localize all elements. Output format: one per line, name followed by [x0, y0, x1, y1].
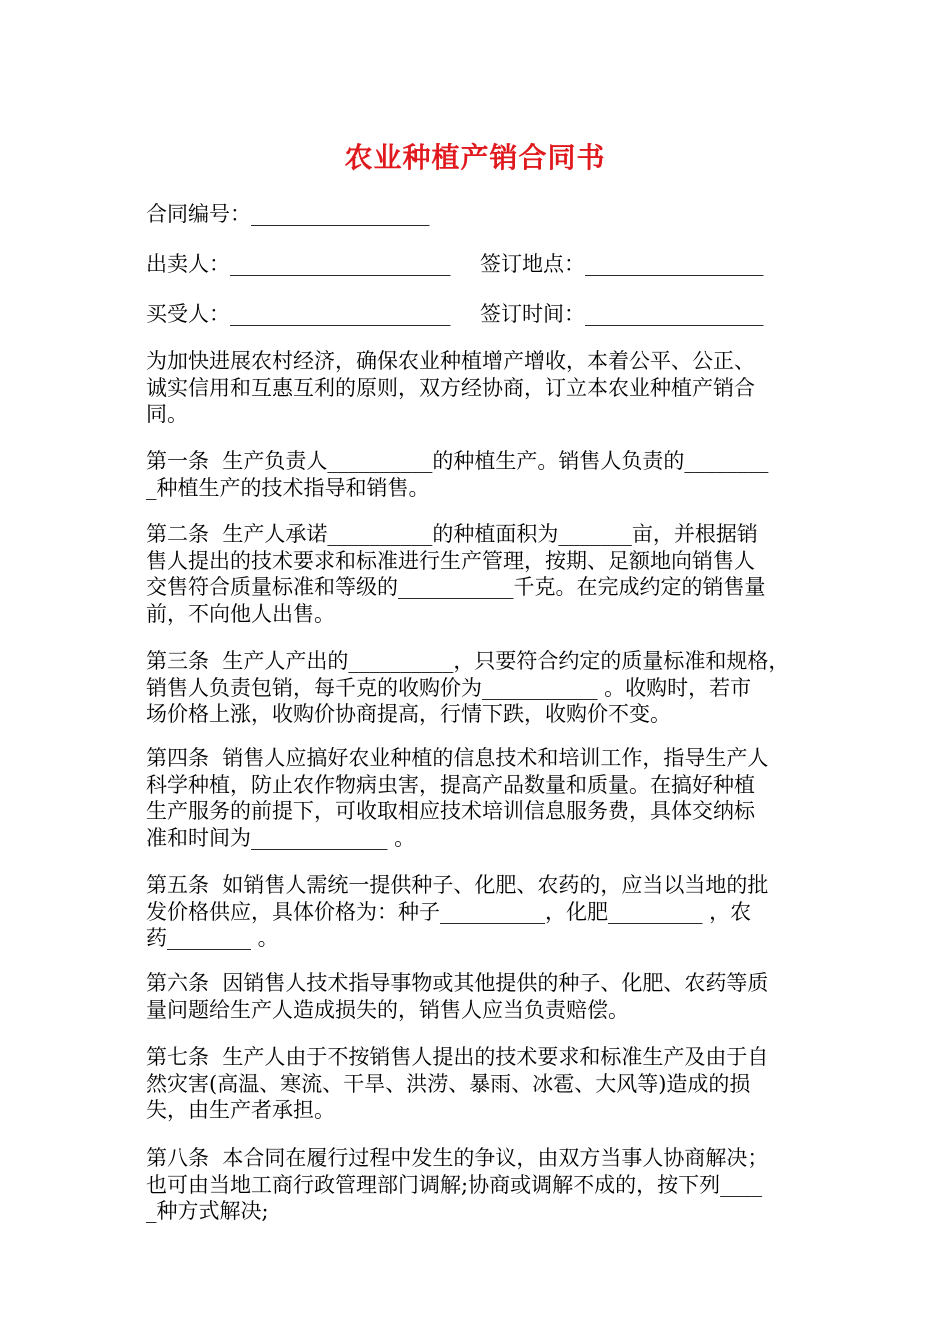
sign-place-line: 签订地点：_________________ [480, 252, 764, 276]
document-title: 农业种植产销合同书 [344, 141, 606, 174]
contract-number-line: 合同编号：_________________ [146, 202, 430, 226]
article-3: 第三条 生产人产出的__________，只要符合约定的质量标准和规格， 销售人负责包销，每千克的收购价为___________ 。收购时，若市 场价格上涨，收购价协商提高，行情下跌，收购价不变。 [146, 649, 790, 726]
article-2: 第二条 生产人承诺__________的种植面积为_______亩，并根据销 售人提出的技术要求和标准进行生产管理，按期、足额地向销售人 交售符合质量标准和等级的___________千克。在完成约定的销售量 前，不向他人出售。 [146, 522, 766, 626]
article-7: 第七条 生产人由于不按销售人提出的技术要求和标准生产及由于自 然灾害(高温、寒流、干旱、洪涝、暴雨、冰雹、大风等)造成的损 失，由生产者承担。 [146, 1045, 769, 1122]
article-6: 第六条 因销售人技术指导事物或其他提供的种子、化肥、农药等质 量问题给生产人造成损失的，销售人应当负责赔偿。 [146, 971, 769, 1022]
preamble-paragraph: 为加快进展农村经济，确保农业种植增产增收，本着公平、公正、 诚实信用和互惠互利的原则，双方经协商，订立本农业种植产销合 同。 [146, 349, 755, 426]
article-4: 第四条 销售人应搞好农业种植的信息技术和培训工作，指导生产人 科学种植，防止农作物病虫害，提高产品数量和质量。在搞好种植 生产服务的前提下，可收取相应技术培训信息服务费，具体交纳标 准和时间为_____________ 。 [146, 746, 769, 850]
article-8: 第八条 本合同在履行过程中发生的争议，由双方当事人协商解决； 也可由当地工商行政管理部门调解;协商或调解不成的，按下列____ _种方式解决; [146, 1146, 769, 1223]
seller-line: 出卖人：_____________________ [146, 252, 451, 276]
buyer-line: 买受人：_____________________ [146, 302, 451, 326]
article-1: 第一条 生产负责人__________的种植生产。销售人负责的________ _种植生产的技术指导和销售。 [146, 449, 769, 500]
article-5: 第五条 如销售人需统一提供种子、化肥、农药的，应当以当地的批 发价格供应，具体价格为：种子__________，化肥_________ ，农 药________ 。 [146, 873, 769, 950]
sign-time-line: 签订时间：_________________ [480, 302, 764, 326]
